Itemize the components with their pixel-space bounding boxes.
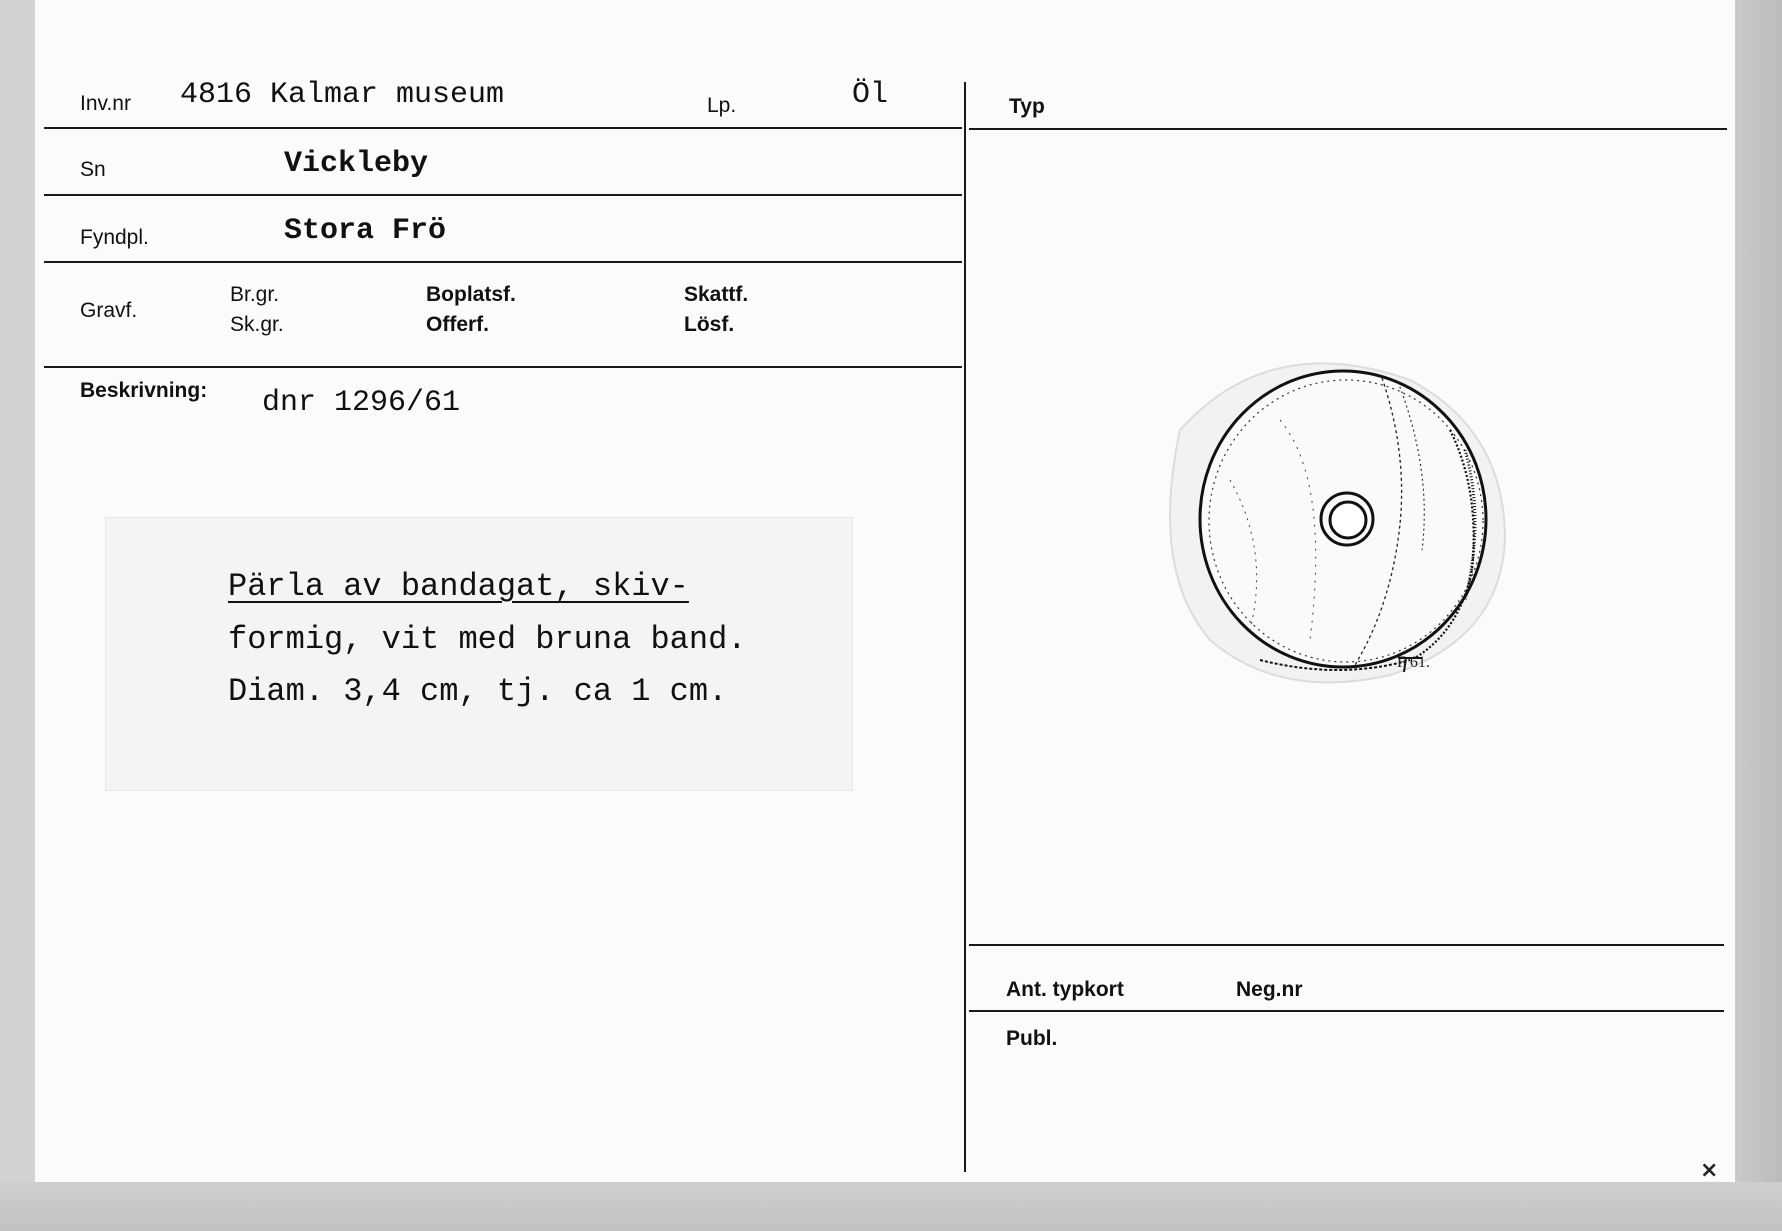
rule-grav — [44, 366, 962, 368]
ant-typkort-label: Ant. typkort — [1006, 978, 1124, 1001]
rule-typ — [969, 128, 1727, 130]
inv-nr-label: Inv.nr — [80, 92, 131, 115]
scan-border-bottom — [0, 1182, 1782, 1231]
lp-label: Lp. — [707, 94, 737, 117]
rule-sn — [44, 194, 962, 196]
publ-label: Publ. — [1006, 1027, 1058, 1050]
corner-mark: × — [1700, 1158, 1719, 1183]
rule-fyndpl — [44, 261, 962, 263]
rule-inv — [44, 127, 962, 129]
beskrivning-label: Beskrivning: — [80, 379, 208, 402]
brgr-label: Br.gr. — [230, 283, 280, 306]
gravf-label: Gravf. — [80, 299, 138, 322]
scan-border-right — [1735, 0, 1782, 1231]
lp-value: Öl — [852, 78, 889, 112]
rule-vertical-divider — [964, 82, 966, 1172]
pasted-description-slip — [106, 518, 852, 790]
offerf-label: Offerf. — [426, 313, 489, 336]
fyndpl-value: Stora Frö — [284, 214, 447, 248]
drawing-signature: F 61. — [1397, 654, 1430, 671]
rule-ant-typkort — [969, 944, 1724, 946]
bead-drawing — [1160, 340, 1520, 700]
skattf-label: Skattf. — [684, 283, 749, 306]
sn-label: Sn — [80, 158, 106, 181]
rule-publ — [969, 1010, 1724, 1012]
losf-label: Lösf. — [684, 313, 735, 336]
description-line-1: Pärla av bandagat, skiv- — [228, 568, 689, 605]
typ-label: Typ — [1009, 95, 1045, 118]
beskrivning-value: dnr 1296/61 — [262, 386, 461, 420]
description-line-2: formig, vit med bruna band. — [228, 621, 747, 658]
skgr-label: Sk.gr. — [230, 313, 284, 336]
fyndpl-label: Fyndpl. — [80, 226, 149, 249]
sn-value: Vickleby — [284, 147, 429, 181]
boplatsf-label: Boplatsf. — [426, 283, 516, 306]
neg-nr-label: Neg.nr — [1236, 978, 1303, 1001]
description-line-3: Diam. 3,4 cm, tj. ca 1 cm. — [228, 673, 728, 710]
inv-nr-value: 4816 Kalmar museum — [180, 78, 505, 112]
